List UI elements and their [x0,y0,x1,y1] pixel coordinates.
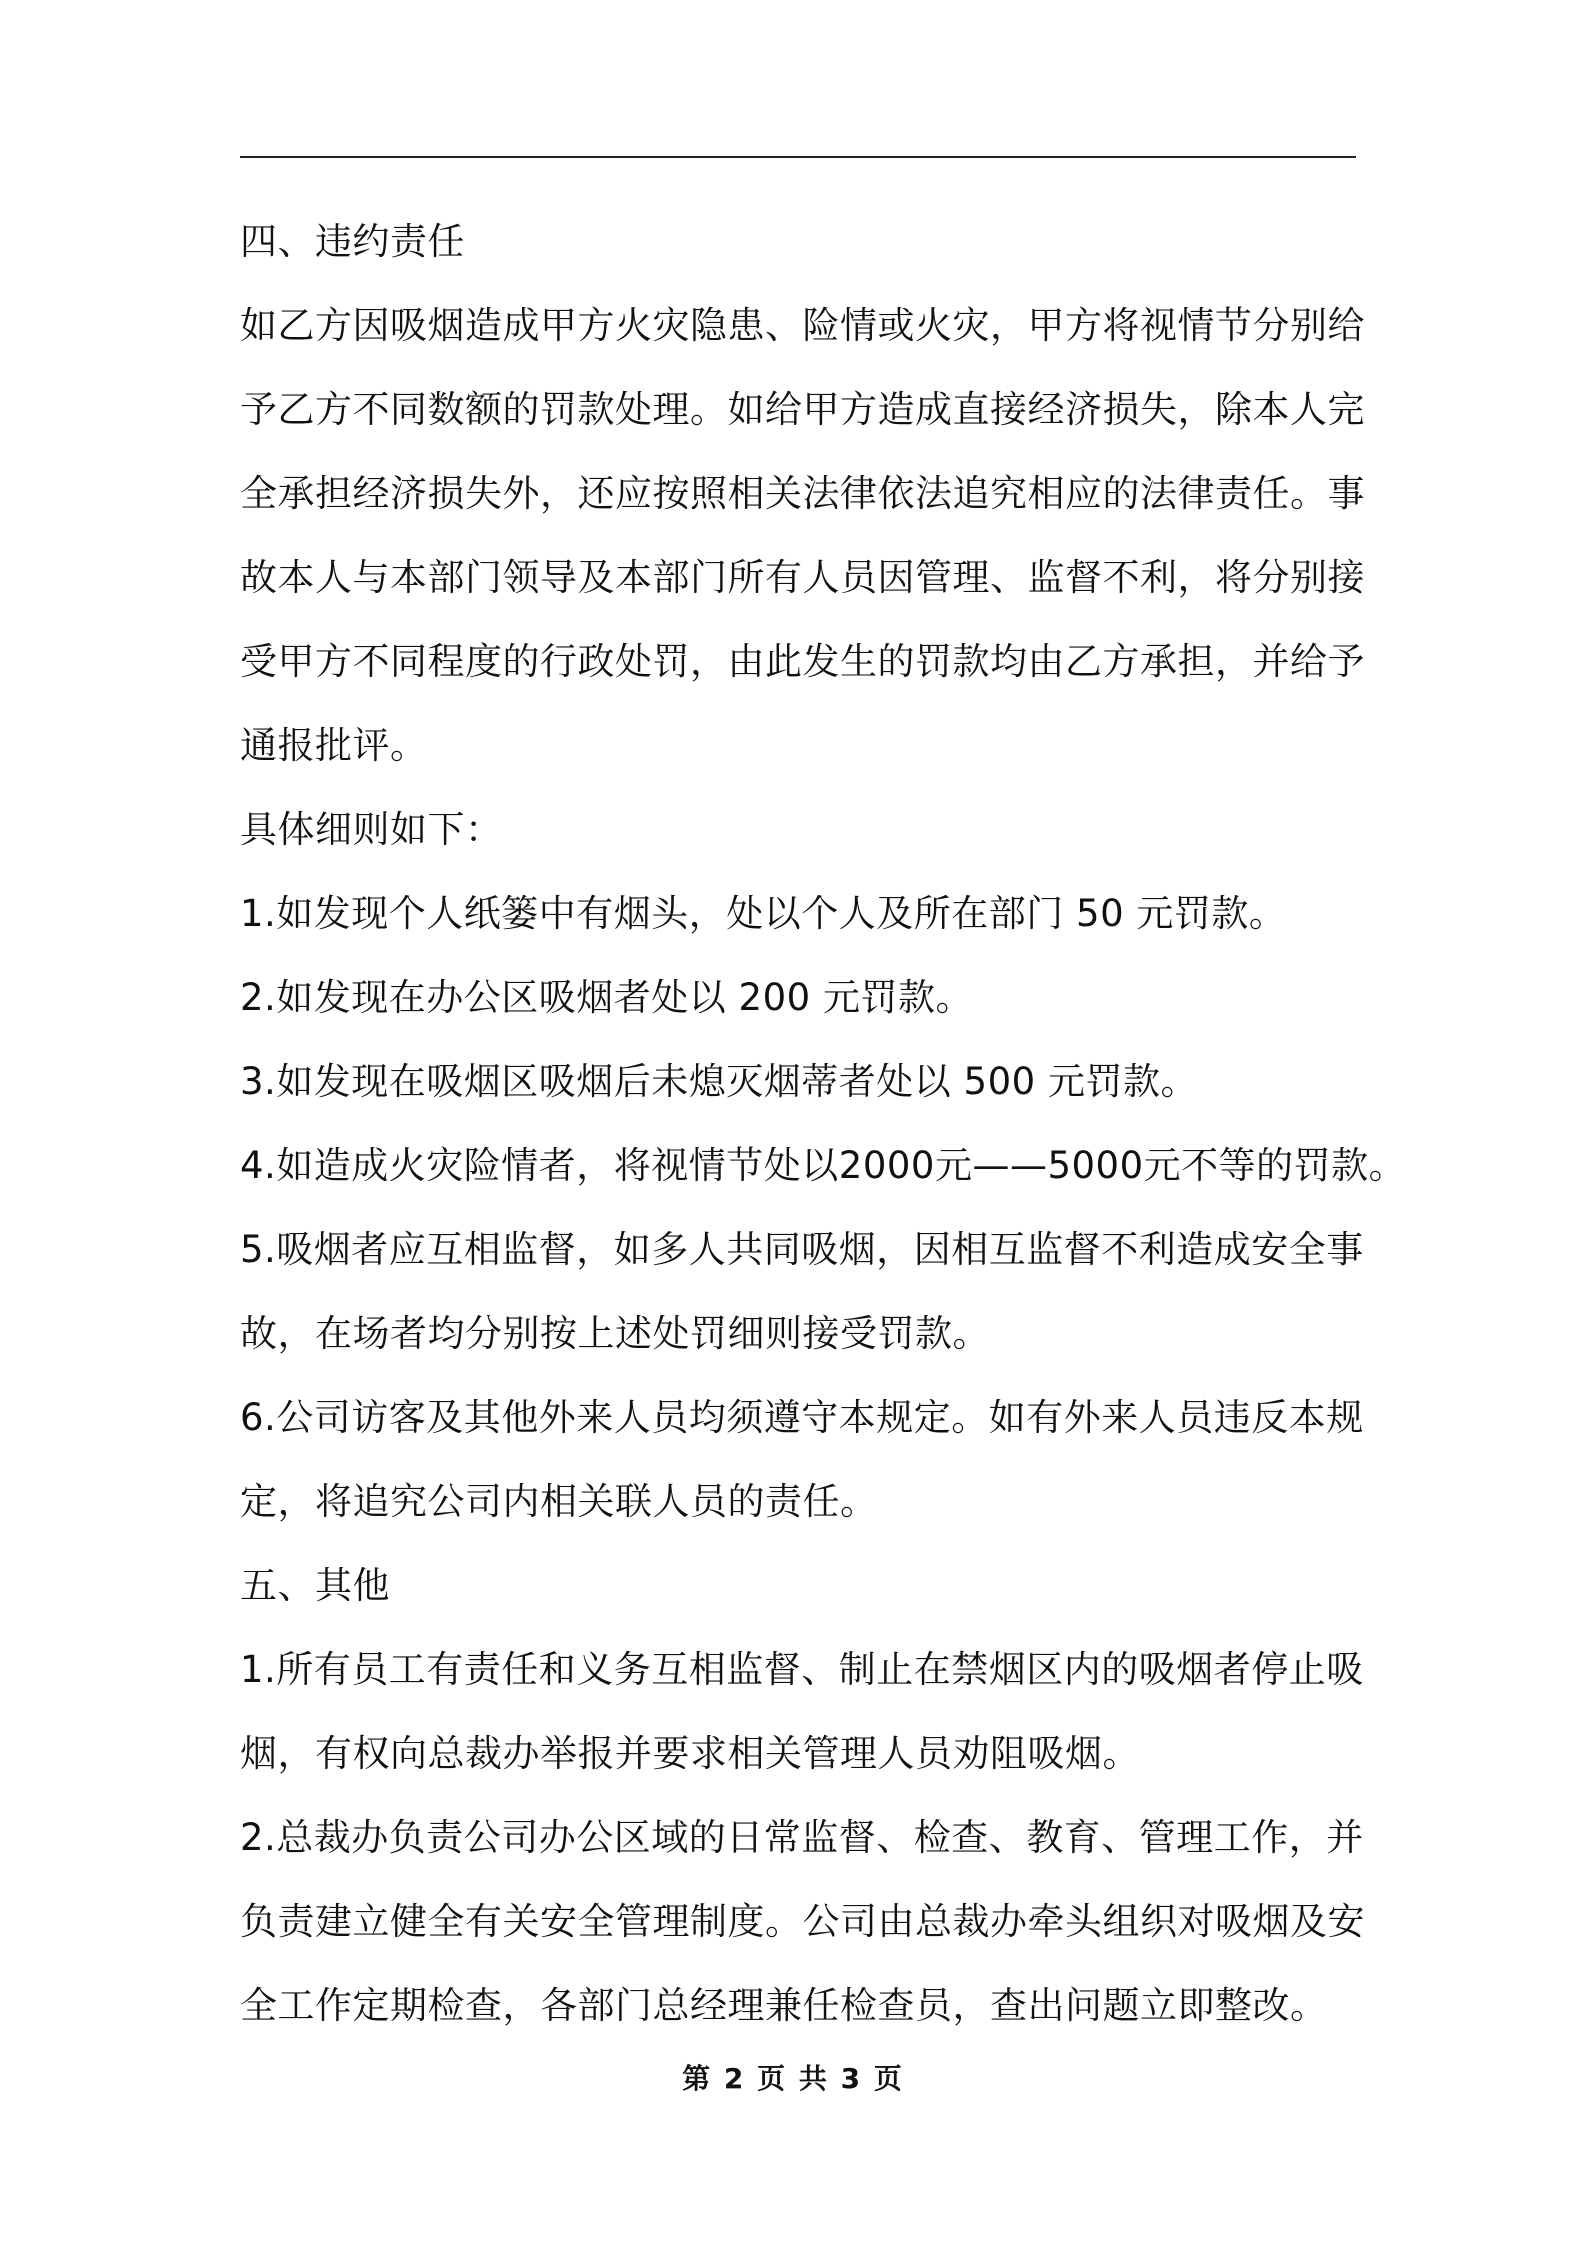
rule-item-4: 4.如造成火灾险情者，将视情节处以2000元——5000元不等的罚款。 [240,1144,1407,1187]
rule-item-2: 2.如发现在办公区吸烟者处以 200 元罚款。 [240,976,973,1019]
rule-item-6-cont: 定，将追究公司内相关联人员的责任。 [240,1480,878,1523]
rule-item-5-cont: 故，在场者均分别按上述处罚细则接受罚款。 [240,1312,990,1355]
paragraph-line: 全承担经济损失外，还应按照相关法律依法追究相应的法律责任。事 [240,472,1365,515]
paragraph-line: 如乙方因吸烟造成甲方火灾隐患、险情或火灾，甲方将视情节分别给 [240,304,1365,347]
paragraph-line: 故本人与本部门领导及本部门所有人员因管理、监督不利，将分别接 [240,556,1365,599]
other-item-2-cont: 全工作定期检查，各部门总经理兼任检查员，查出问题立即整改。 [240,1984,1328,2027]
other-item-2-cont: 负责建立健全有关安全管理制度。公司由总裁办牵头组织对吸烟及安 [240,1900,1365,1943]
paragraph-line: 通报批评。 [240,724,428,767]
rule-item-3: 3.如发现在吸烟区吸烟后未熄灭烟蒂者处以 500 元罚款。 [240,1060,1198,1103]
paragraph-line: 受甲方不同程度的行政处罚，由此发生的罚款均由乙方承担，并给予 [240,640,1365,683]
rule-item-1: 1.如发现个人纸篓中有烟头，处以个人及所在部门 50 元罚款。 [240,892,1287,935]
other-item-2: 2.总裁办负责公司办公区域的日常监督、检查、教育、管理工作，并 [240,1816,1364,1859]
rule-item-6: 6.公司访客及其他外来人员均须遵守本规定。如有外来人员违反本规 [240,1396,1364,1439]
page-number: 第 2 页 共 3 页 [682,2062,904,2095]
section-heading-5: 五、其他 [240,1564,390,1607]
rule-item-5: 5.吸烟者应互相监督，如多人共同吸烟，因相互监督不利造成安全事 [240,1228,1364,1271]
header-rule [240,156,1356,158]
paragraph-line: 予乙方不同数额的罚款处理。如给甲方造成直接经济损失，除本人完 [240,388,1365,431]
rules-intro: 具体细则如下： [240,808,503,851]
other-item-1: 1.所有员工有责任和义务互相监督、制止在禁烟区内的吸烟者停止吸 [240,1648,1364,1691]
section-heading-4: 四、违约责任 [240,220,465,263]
other-item-1-cont: 烟，有权向总裁办举报并要求相关管理人员劝阻吸烟。 [240,1732,1140,1775]
document-body [240,200,1407,2048]
